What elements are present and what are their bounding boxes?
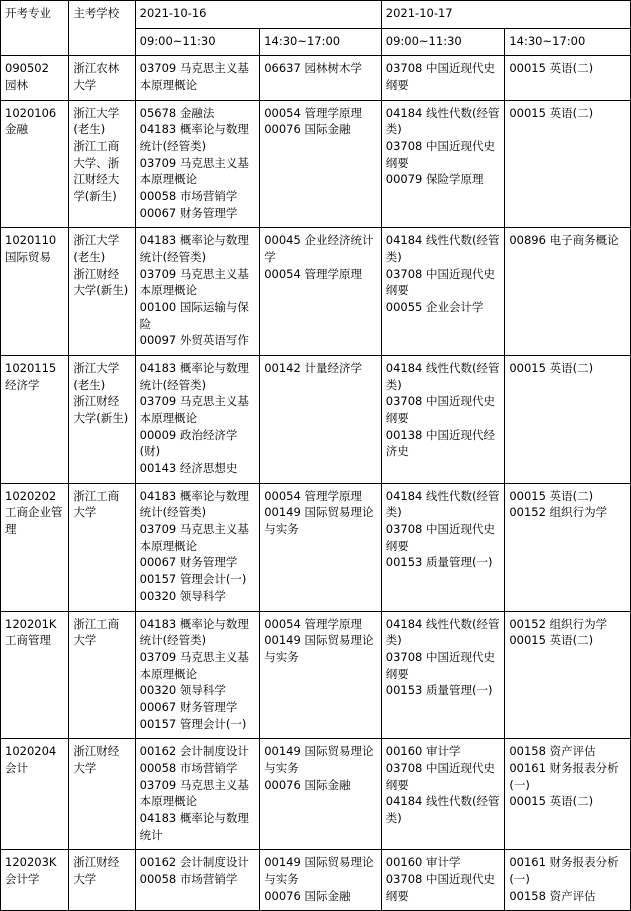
subjects-slot4-line: 00015 英语(二) <box>509 61 594 76</box>
header-slot-2: 14:30~17:00 <box>260 28 382 56</box>
major-cell-line: 工商管理 <box>5 633 51 648</box>
subjects-slot1 <box>135 739 260 850</box>
subjects-slot4-line: 00015 英语(二) <box>509 105 594 120</box>
subjects-slot4 <box>505 100 631 228</box>
major-cell <box>1 611 69 739</box>
major-cell <box>1 739 69 850</box>
subjects-slot1-line: 00067 财务管理学 <box>139 555 238 570</box>
subjects-slot3-line: 00153 质量管理(一) <box>385 555 493 570</box>
subjects-slot1-line: 03709 马克思主义基本原理概论 <box>139 155 249 187</box>
subjects-slot3-line: 03708 中国近现代史纲要 <box>385 649 496 681</box>
school-cell <box>69 611 135 739</box>
subjects-slot2-line: 00045 企业经济统计学 <box>264 233 374 265</box>
subjects-slot4-line: 00015 英语(二) <box>509 488 594 503</box>
subjects-slot3 <box>381 483 505 611</box>
school-cell-line: 浙江大学(老生) <box>73 105 120 137</box>
subjects-slot3 <box>381 356 505 484</box>
subjects-slot1-line: 00058 市场营销学 <box>139 871 238 886</box>
major-cell-line: 会计 <box>5 760 28 775</box>
school-cell-line: 浙江工商大学 <box>73 616 120 648</box>
subjects-slot1 <box>135 56 260 100</box>
subjects-slot4-line: 00015 英语(二) <box>509 794 594 809</box>
subjects-slot1-line: 04183 概率论与数理统计(经管类) <box>139 488 249 520</box>
subjects-slot2 <box>260 228 382 356</box>
header-date-1: 2021-10-16 <box>135 1 381 29</box>
school-cell <box>69 483 135 611</box>
major-cell <box>1 483 69 611</box>
school-cell-line: 浙江财经大学 <box>73 855 120 886</box>
subjects-slot1-line: 03709 马克思主义基本原理概论 <box>139 266 249 298</box>
subjects-slot4-line: 00152 组织行为学 <box>509 616 608 631</box>
subjects-slot1-line: 00320 领导科学 <box>139 683 226 698</box>
major-cell-line: 1020202 <box>5 488 57 503</box>
school-cell-line: 浙江大学(老生) <box>73 361 120 392</box>
table-row <box>1 611 631 739</box>
subjects-slot3 <box>381 56 505 100</box>
major-cell-line: 1020204 <box>5 744 57 759</box>
subjects-slot4-line: 00896 电子商务概论 <box>509 233 619 248</box>
subjects-slot2 <box>260 356 382 484</box>
subjects-slot1-line: 03709 马克思主义基本原理概论 <box>139 522 249 553</box>
subjects-slot2-line: 00149 国际贸易理论与实务 <box>264 505 374 537</box>
subjects-slot2 <box>260 611 382 739</box>
major-cell-line: 国际贸易 <box>5 250 51 265</box>
table-row <box>1 228 631 356</box>
subjects-slot1-line: 00100 国际运输与保险 <box>139 300 249 331</box>
subjects-slot3 <box>381 611 505 739</box>
subjects-slot1-line: 00157 管理会计(一) <box>139 716 247 731</box>
subjects-slot3-line: 03708 中国近现代史纲要 <box>385 266 496 298</box>
subjects-slot3 <box>381 739 505 850</box>
subjects-slot1-line: 03709 马克思主义基本原理概论 <box>139 394 249 426</box>
table-row <box>1 56 631 100</box>
subjects-slot4-line: 00161 财务报表分析(一) <box>509 855 619 886</box>
subjects-slot3 <box>381 228 505 356</box>
subjects-slot2 <box>260 739 382 850</box>
subjects-slot2-line: 00149 国际贸易理论与实务 <box>264 744 374 775</box>
major-cell <box>1 56 69 100</box>
table-row <box>1 850 631 911</box>
subjects-slot1-line: 00058 市场营销学 <box>139 760 238 775</box>
subjects-slot1 <box>135 100 260 228</box>
major-cell-line: 090502 <box>5 61 49 76</box>
major-cell <box>1 356 69 484</box>
subjects-slot3-line: 04184 线性代数(经管类) <box>385 616 500 648</box>
subjects-slot1-line: 03709 马克思主义基本原理概论 <box>139 777 249 809</box>
subjects-slot2-line: 00076 国际金融 <box>264 122 351 137</box>
major-cell-line: 120203K <box>5 855 57 870</box>
subjects-slot1-line: 00320 领导科学 <box>139 588 226 603</box>
subjects-slot1-line: 00067 财务管理学 <box>139 205 238 220</box>
subjects-slot1-line: 04183 概率论与数理统计(经管类) <box>139 361 249 392</box>
subjects-slot3-line: 03708 中国近现代史纲要 <box>385 871 496 903</box>
subjects-slot2 <box>260 100 382 228</box>
subjects-slot3-line: 03708 中国近现代史纲要 <box>385 760 496 792</box>
subjects-slot3-line: 00079 保险学原理 <box>385 172 484 187</box>
subjects-slot4 <box>505 356 631 484</box>
major-cell-line: 园林 <box>5 78 28 93</box>
subjects-slot2-line: 00076 国际金融 <box>264 888 351 903</box>
subjects-slot1-line: 00097 外贸英语写作 <box>139 333 249 348</box>
subjects-slot1 <box>135 611 260 739</box>
major-cell-line: 1020110 <box>5 233 57 248</box>
subjects-slot1-line: 00162 会计制度设计 <box>139 855 249 870</box>
subjects-slot1-line: 04183 概率论与数理统计 <box>139 810 249 842</box>
school-cell-line: 浙江工商大学、浙江财经大学(新生) <box>73 139 120 204</box>
subjects-slot4 <box>505 739 631 850</box>
subjects-slot4 <box>505 483 631 611</box>
subjects-slot3-line: 04184 线性代数(经管类) <box>385 794 500 825</box>
subjects-slot1-line: 05678 金融法 <box>139 105 215 120</box>
subjects-slot1-line: 04183 概率论与数理统计(经管类) <box>139 122 249 154</box>
subjects-slot3-line: 03708 中国近现代史纲要 <box>385 139 496 170</box>
subjects-slot1 <box>135 483 260 611</box>
major-cell-line: 1020115 <box>5 361 57 376</box>
subjects-slot2-line: 00149 国际贸易理论与实务 <box>264 633 374 664</box>
major-cell-line: 经济学 <box>5 377 40 392</box>
subjects-slot4-line: 00015 英语(二) <box>509 361 594 376</box>
subjects-slot4-line: 00152 组织行为学 <box>509 505 608 520</box>
table-body <box>1 56 631 911</box>
major-cell <box>1 228 69 356</box>
subjects-slot2-line: 00076 国际金融 <box>264 777 351 792</box>
header-date-2: 2021-10-17 <box>381 1 630 29</box>
subjects-slot3-line: 03708 中国近现代史纲要 <box>385 394 496 426</box>
table-header <box>1 1 631 56</box>
subjects-slot1-line: 00058 市场营销学 <box>139 189 238 204</box>
subjects-slot4-line: 00015 英语(二) <box>509 633 594 648</box>
subjects-slot4-line: 00158 资产评估 <box>509 888 596 903</box>
school-cell <box>69 228 135 356</box>
subjects-slot3-line: 04184 线性代数(经管类) <box>385 488 500 520</box>
subjects-slot1 <box>135 850 260 911</box>
subjects-slot4-line: 00161 财务报表分析(一) <box>509 760 619 792</box>
major-cell-line: 1020106 <box>5 105 57 120</box>
subjects-slot1-line: 00143 经济思想史 <box>139 461 238 476</box>
major-cell <box>1 850 69 911</box>
subjects-slot3-line: 04184 线性代数(经管类) <box>385 233 500 265</box>
table-row <box>1 739 631 850</box>
school-cell-line: 浙江财经大学(新生) <box>73 394 129 426</box>
subjects-slot1-line: 03709 马克思主义基本原理概论 <box>139 61 249 93</box>
major-cell-line: 金融 <box>5 122 28 137</box>
school-cell <box>69 739 135 850</box>
subjects-slot1-line: 00162 会计制度设计 <box>139 744 249 759</box>
subjects-slot3-line: 00138 中国近现代经济史 <box>385 427 496 459</box>
subjects-slot4 <box>505 228 631 356</box>
major-cell-line: 120201K <box>5 616 57 631</box>
subjects-slot3-line: 00160 审计学 <box>385 744 461 759</box>
major-cell <box>1 100 69 228</box>
subjects-slot2-line: 06637 园林树木学 <box>264 61 362 76</box>
school-cell-line: 浙江财经大学(新生) <box>73 266 129 298</box>
subjects-slot2-line: 00054 管理学原理 <box>264 105 362 120</box>
subjects-slot1-line: 00067 财务管理学 <box>139 699 238 714</box>
header-slot-4: 14:30~17:00 <box>505 28 631 56</box>
header-row-dates <box>1 1 631 29</box>
school-cell <box>69 56 135 100</box>
header-slot-3: 09:00~11:30 <box>381 28 505 56</box>
school-cell-line: 浙江大学(老生) <box>73 233 120 265</box>
subjects-slot1-line: 04183 概率论与数理统计(经管类) <box>139 233 249 265</box>
subjects-slot2-line: 00054 管理学原理 <box>264 616 362 631</box>
subjects-slot2 <box>260 56 382 100</box>
subjects-slot3 <box>381 100 505 228</box>
school-cell <box>69 356 135 484</box>
subjects-slot1 <box>135 228 260 356</box>
subjects-slot1 <box>135 356 260 484</box>
school-cell-line: 浙江财经大学 <box>73 744 120 775</box>
subjects-slot3-line: 04184 线性代数(经管类) <box>385 361 500 392</box>
subjects-slot3 <box>381 850 505 911</box>
subjects-slot2-line: 00142 计量经济学 <box>264 361 362 376</box>
table-row <box>1 483 631 611</box>
subjects-slot1-line: 00009 政治经济学(财) <box>139 427 238 459</box>
subjects-slot4 <box>505 56 631 100</box>
subjects-slot2 <box>260 850 382 911</box>
major-cell-line: 会计学 <box>5 871 40 886</box>
subjects-slot1-line: 03709 马克思主义基本原理概论 <box>139 649 249 681</box>
subjects-slot3-line: 00153 质量管理(一) <box>385 683 493 698</box>
table-row <box>1 356 631 484</box>
school-cell-line: 浙江工商大学 <box>73 488 120 520</box>
subjects-slot4 <box>505 611 631 739</box>
major-cell-line: 工商企业管理 <box>5 505 63 537</box>
subjects-slot2-line: 00054 管理学原理 <box>264 488 362 503</box>
subjects-slot3-line: 00055 企业会计学 <box>385 300 484 315</box>
school-cell <box>69 850 135 911</box>
subjects-slot2-line: 00054 管理学原理 <box>264 266 362 281</box>
school-cell-line: 浙江农林大学 <box>73 61 120 93</box>
subjects-slot3-line: 00160 审计学 <box>385 855 461 870</box>
header-major: 开考专业 <box>1 1 69 56</box>
subjects-slot4-line: 00158 资产评估 <box>509 744 596 759</box>
subjects-slot1-line: 04183 概率论与数理统计(经管类) <box>139 616 249 648</box>
school-cell <box>69 100 135 228</box>
subjects-slot4 <box>505 850 631 911</box>
header-slot-1: 09:00~11:30 <box>135 28 260 56</box>
subjects-slot1-line: 00157 管理会计(一) <box>139 572 247 587</box>
subjects-slot3-line: 03708 中国近现代史纲要 <box>385 522 496 553</box>
subjects-slot3-line: 03708 中国近现代史纲要 <box>385 61 496 93</box>
subjects-slot3-line: 04184 线性代数(经管类) <box>385 105 500 137</box>
subjects-slot2-line: 00149 国际贸易理论与实务 <box>264 855 374 886</box>
header-school: 主考学校 <box>69 1 135 56</box>
table-row <box>1 100 631 228</box>
subjects-slot2 <box>260 483 382 611</box>
